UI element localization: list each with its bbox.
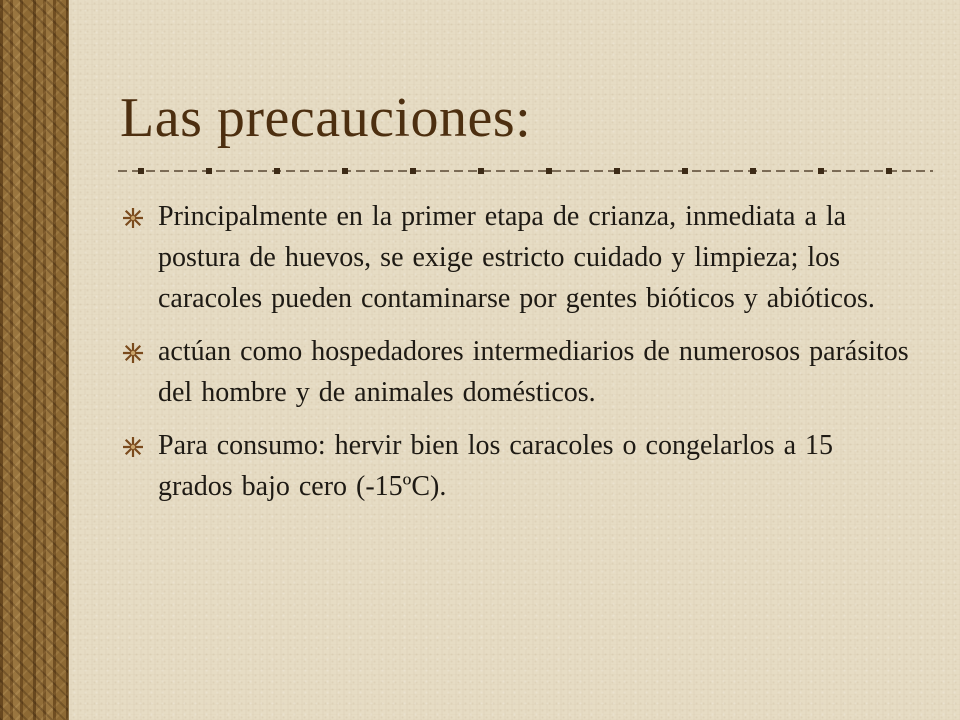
- bullet-text: actúan como hospedadores intermediarios de numerosos parásitos del hombre y de animales domésticos.: [158, 336, 909, 408]
- bullet-text: Principalmente en la primer etapa de crianza, inmediata a la postura de huevos, se exige estricto cuidado y limpieza; los caracoles pueden contaminarse por gentes bióticos y abióticos.: [158, 201, 875, 314]
- dashed-divider-line: [118, 163, 933, 179]
- bullet-item: [120, 425, 910, 507]
- bullet-text: Para consumo: hervir bien los caracoles o congelarlos a 15 grados bajo cero (-15ºC).: [158, 430, 834, 502]
- asterisk-bullet-icon: [123, 208, 143, 228]
- asterisk-bullet-icon: [123, 343, 143, 363]
- slide-title: Las precauciones:: [120, 87, 532, 149]
- bullet-item: [120, 196, 910, 319]
- asterisk-bullet-icon: [123, 437, 143, 457]
- bullet-list: [120, 196, 910, 519]
- bullet-item: [120, 331, 910, 413]
- decorative-side-border: [0, 0, 69, 720]
